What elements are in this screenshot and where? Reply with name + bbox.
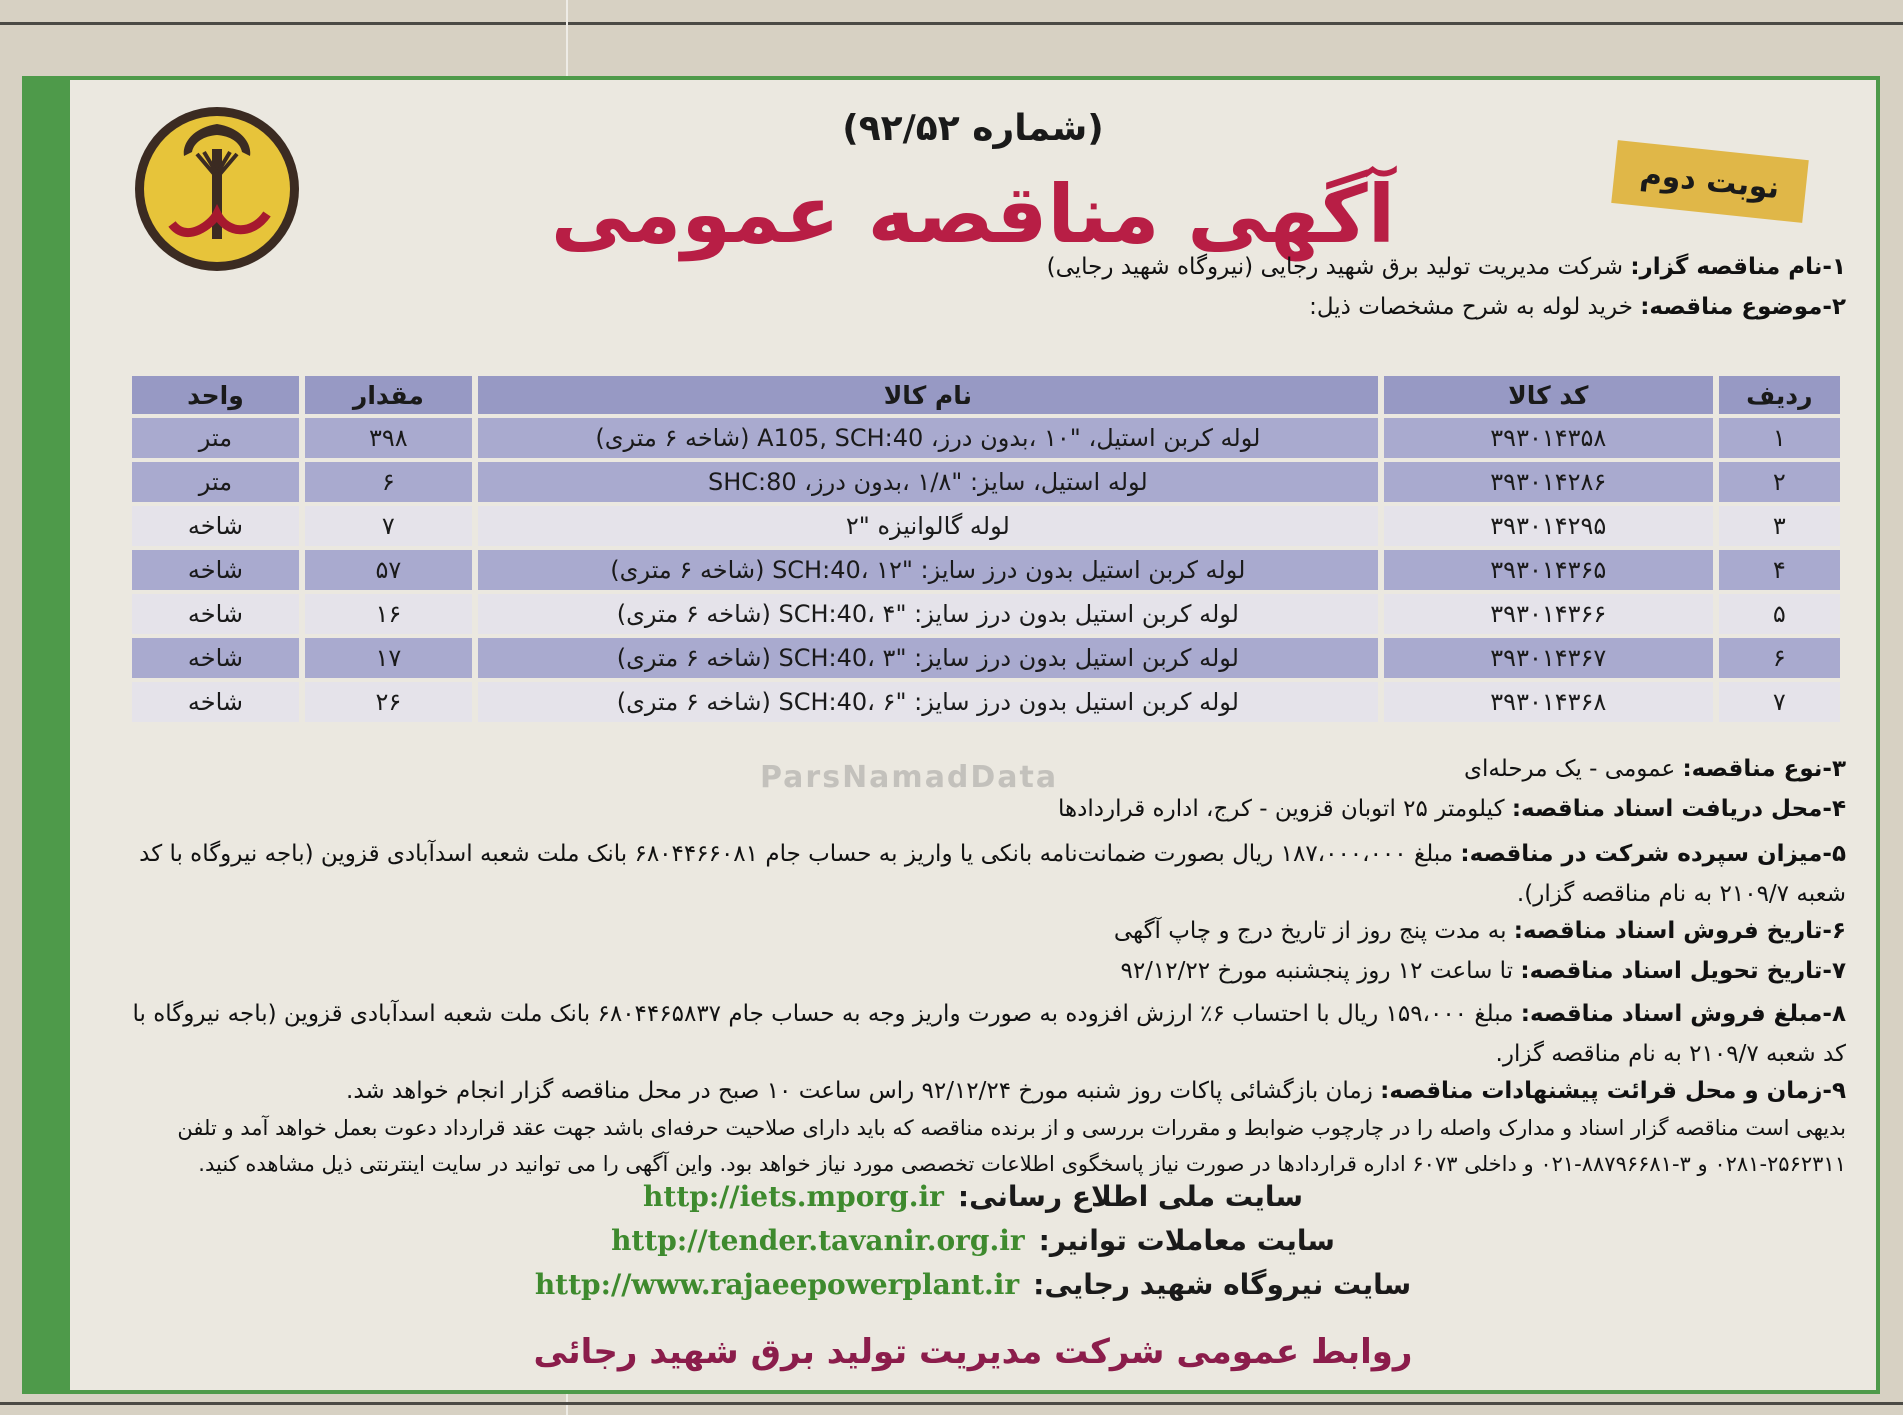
cell-code: ۳۹۳۰۱۴۲۸۶: [1384, 462, 1713, 502]
websites-list: [70, 1180, 1876, 1312]
cell-name: لوله استیل، سایز: "۱/۸ ،بدون درز، SHC:80: [478, 462, 1378, 502]
cell-code: ۳۹۳۰۱۴۳۵۸: [1384, 418, 1713, 458]
cell-quantity: ۳۹۸: [305, 418, 472, 458]
detail-5: ۵-میزان سپرده شرکت در مناقصه: مبلغ ۱۸۷،۰۰۰،۰۰۰ ریال بصورت ضمانت‌نامه بانکی یا واریز به حساب جام ۶۸۰۴۴۶۶۰۸۱ بانک ملت شعبه اسدآبادی قزوین (باجه نیروگاه با کد شعبه ۲۱۰۹/۷ به نام مناقصه گزار).: [139, 841, 1846, 907]
notice-frame: [22, 76, 1880, 1394]
field-2: ۲-موضوع مناقصه: خرید لوله به شرح مشخصات ذیل:: [1309, 294, 1846, 320]
cell-quantity: ۱۷: [305, 638, 472, 678]
cell-name: لوله کربن استیل بدون درز سایز: "۴ ،SCH:40 (شاخه ۶ متری): [478, 594, 1378, 634]
site-link[interactable]: http://tender.tavanir.org.ir: [611, 1224, 1025, 1257]
cell-name: لوله کربن استیل بدون درز سایز: "۶ ،SCH:40 (شاخه ۶ متری): [478, 682, 1378, 722]
field-1: ۱-نام مناقصه گزار: شرکت مدیریت تولید برق شهید رجایی (نیروگاه شهید رجایی): [1046, 254, 1846, 280]
cell-unit: شاخه: [132, 506, 299, 546]
detail-4: ۴-محل دریافت اسناد مناقصه: کیلومتر ۲۵ اتوبان قزوین - کرج، اداره قراردادها: [1058, 796, 1846, 822]
top-rule: [0, 22, 1903, 25]
site-link[interactable]: http://www.rajaeepowerplant.ir: [534, 1268, 1020, 1301]
round-badge: نوبت دوم: [1612, 140, 1809, 223]
cell-row-no: ۱: [1719, 418, 1840, 458]
detail-7: ۷-تاریخ تحویل اسناد مناقصه: تا ساعت ۱۲ روز پنجشنبه مورخ ۹۲/۱۲/۲۲: [1120, 958, 1846, 984]
table-row: [132, 594, 1840, 634]
detail-6: ۶-تاریخ فروش اسناد مناقصه: به مدت پنج روز از تاریخ درج و چاپ آگهی: [1113, 918, 1846, 944]
cell-name: لوله کربن استیل بدون درز سایز: "۱۲ ،SCH:40 (شاخه ۶ متری): [478, 550, 1378, 590]
cell-quantity: ۵۷: [305, 550, 472, 590]
company-logo: [132, 104, 302, 274]
cell-quantity: ۱۶: [305, 594, 472, 634]
cell-row-no: ۳: [1719, 506, 1840, 546]
header-unit: واحد: [132, 376, 299, 414]
header-code: کد کالا: [1384, 376, 1713, 414]
table-row: [132, 418, 1840, 458]
site-row: [70, 1180, 1876, 1224]
cell-code: ۳۹۳۰۱۴۳۶۵: [1384, 550, 1713, 590]
cell-unit: متر: [132, 418, 299, 458]
cell-unit: شاخه: [132, 594, 299, 634]
detail-3: ۳-نوع مناقصه: عمومی - یک مرحله‌ای: [1463, 756, 1846, 782]
cell-name: لوله کربن استیل، "۱۰ ،بدون درز، A105, SCH:40 (شاخه ۶ متری): [478, 418, 1378, 458]
notice-title: آگهی مناقصه عمومی: [550, 168, 1396, 261]
cell-code: ۳۹۳۰۱۴۳۶۸: [1384, 682, 1713, 722]
site-row: [70, 1224, 1876, 1268]
cell-unit: شاخه: [132, 550, 299, 590]
cell-row-no: ۴: [1719, 550, 1840, 590]
cell-name: لوله گالوانیزه "۲: [478, 506, 1378, 546]
cell-quantity: ۷: [305, 506, 472, 546]
site-label: سایت ملی اطلاع رسانی:: [957, 1180, 1303, 1213]
cell-code: ۳۹۳۰۱۴۲۹۵: [1384, 506, 1713, 546]
cell-row-no: ۵: [1719, 594, 1840, 634]
header-row-no: ردیف: [1719, 376, 1840, 414]
cell-row-no: ۲: [1719, 462, 1840, 502]
items-table: [126, 372, 1846, 726]
side-bar: [26, 80, 70, 1390]
table-row: [132, 550, 1840, 590]
notice-content: [70, 80, 1876, 1390]
cell-quantity: ۲۶: [305, 682, 472, 722]
cell-unit: شاخه: [132, 682, 299, 722]
table-row: [132, 506, 1840, 546]
header-name: نام کالا: [478, 376, 1378, 414]
site-row: [70, 1268, 1876, 1312]
notice-number: (شماره ۹۲/۵۲): [842, 108, 1104, 149]
site-label: سایت معاملات توانیر:: [1038, 1224, 1335, 1257]
header-quantity: مقدار: [305, 376, 472, 414]
cell-row-no: ۶: [1719, 638, 1840, 678]
table-row: [132, 462, 1840, 502]
cell-row-no: ۷: [1719, 682, 1840, 722]
bottom-rule: [0, 1402, 1903, 1405]
cell-code: ۳۹۳۰۱۴۳۶۶: [1384, 594, 1713, 634]
cell-unit: متر: [132, 462, 299, 502]
watermark: ParsNamadData: [760, 760, 1059, 795]
public-relations-footer: روابط عمومی شرکت مدیریت تولید برق شهید رجائی: [533, 1332, 1413, 1372]
notice-note: بدیهی است مناقصه گزار اسناد و مدارک واصله را در چارچوب ضوابط و مقررات بررسی و از برنده مناقصه که باید دارای صلاحیت حرفه‌ای باشد جهت عقد قرارداد دعوت بعمل خواهد آمد و تلفن ۲۵۶۲۳۱۱-۰۲۸۱ و ۳-۸۸۷۹۶۶۸۱-۰۲۱ و داخلی ۶۰۷۳ اداره قراردادها در صورت نیاز پاسخگوی اطلاعات تخصصی مورد نیاز خواهد بود. واین آگهی را می توانید در سایت اینترنتی ذیل مشاهده کنید.: [177, 1116, 1846, 1176]
cell-code: ۳۹۳۰۱۴۳۶۷: [1384, 638, 1713, 678]
table-row: [132, 638, 1840, 678]
detail-9: ۹-زمان و محل قرائت پیشنهادات مناقصه: زمان بازگشائی پاکات روز شنبه مورخ ۹۲/۱۲/۲۴ راس ساعت ۱۰ صبح در محل مناقصه گزار انجام خواهد شد.: [346, 1078, 1846, 1104]
cell-name: لوله کربن استیل بدون درز سایز: "۳ ،SCH:40 (شاخه ۶ متری): [478, 638, 1378, 678]
cell-unit: شاخه: [132, 638, 299, 678]
table-header-row: [132, 376, 1840, 414]
site-label: سایت نیروگاه شهید رجایی:: [1033, 1268, 1412, 1301]
cell-quantity: ۶: [305, 462, 472, 502]
detail-8: ۸-مبلغ فروش اسناد مناقصه: مبلغ ۱۵۹،۰۰۰ ریال با احتساب ۶٪ ارزش افزوده به صورت واریز وجه به حساب جام ۶۸۰۴۴۶۵۸۳۷ بانک ملت شعبه اسدآبادی قزوین (باجه نیروگاه با کد شعبه ۲۱۰۹/۷ به نام مناقصه گزار.: [132, 1001, 1846, 1067]
table-row: [132, 682, 1840, 722]
site-link[interactable]: http://iets.mporg.ir: [643, 1180, 944, 1213]
